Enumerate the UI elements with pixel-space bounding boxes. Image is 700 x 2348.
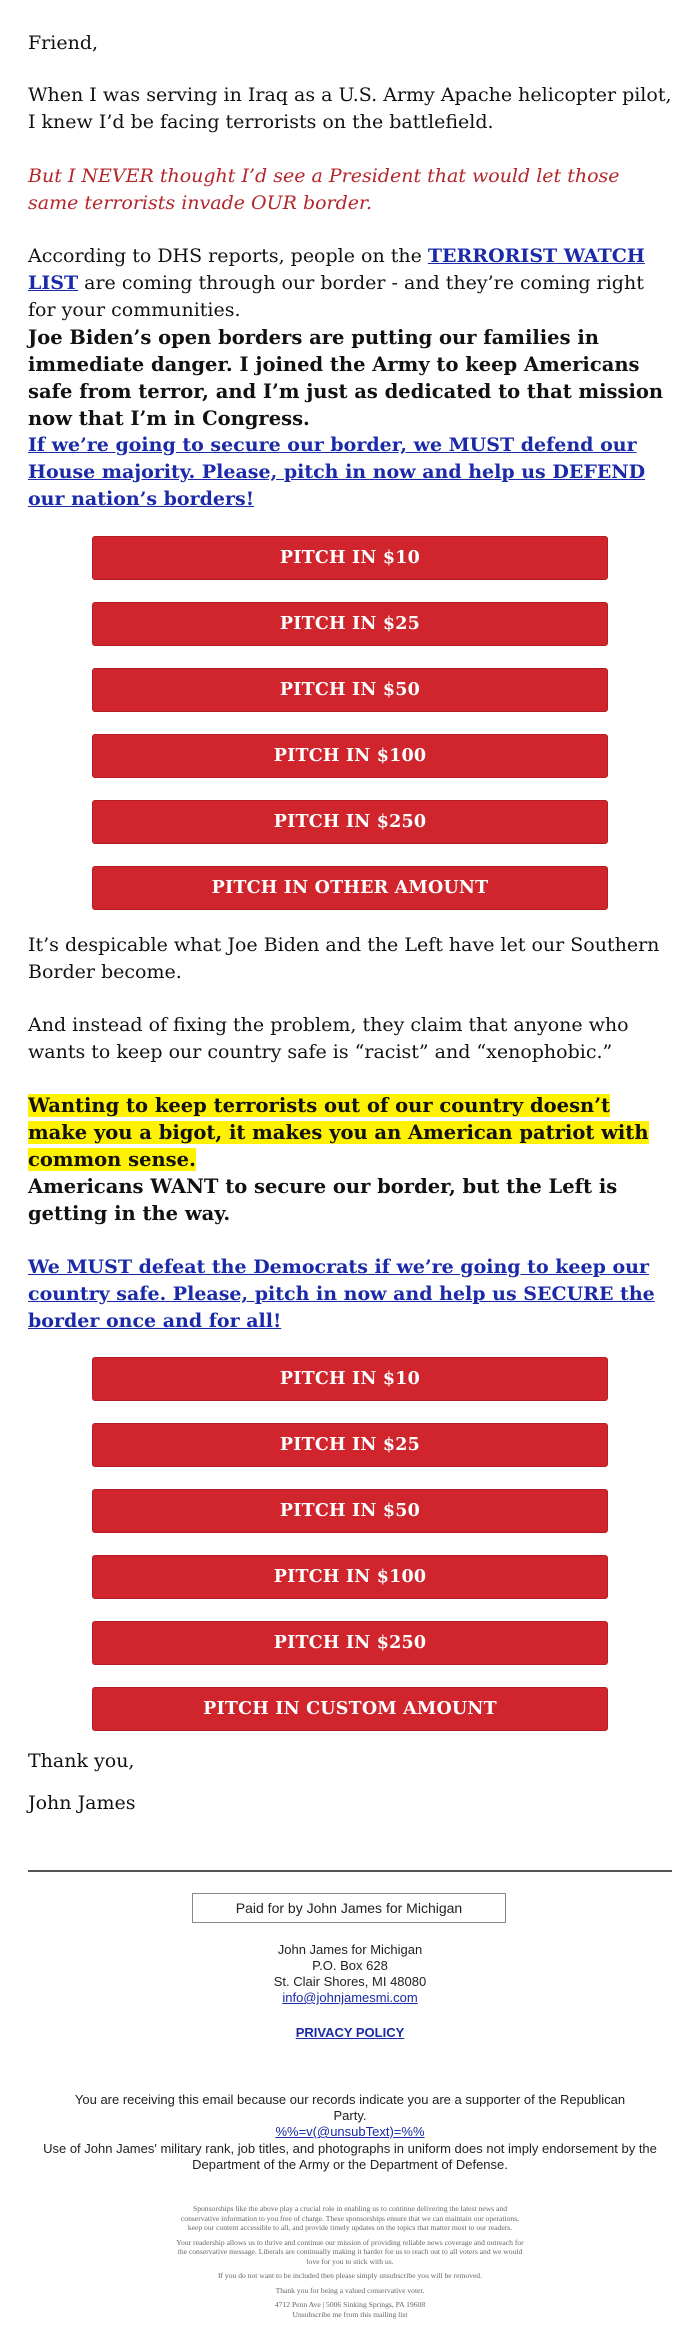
emphasis-paragraph: But I NEVER thought I’d see a President that would let those same terrorists invade OUR border. [28, 165, 620, 214]
dhs-text-after: are coming through our border - and they’re coming right for your communities. [28, 272, 644, 321]
despicable-paragraph: It’s despicable what Joe Biden and the Left have let our Southern Border become. [28, 934, 660, 983]
terrorist-watch-list-link[interactable]: TERRORIST WATCH LIST [28, 245, 645, 294]
donate-button[interactable]: PITCH IN $250 [92, 1621, 608, 1665]
donate-button[interactable]: PITCH IN $100 [92, 734, 608, 778]
dhs-text-before: According to DHS reports, people on the [28, 245, 428, 267]
fine-print-2: Your readership allows us to thrive and continue our mission of providing reliable news coverage and outreach for the conservative message. Liberals are continually making it harder for us to reach out to all voters and we would love for you to stick with us. [176, 2237, 524, 2266]
fine-print-unsubscribe[interactable]: Unsubscribe me from this mailing list [292, 2309, 408, 2319]
greeting: Friend, [28, 32, 99, 54]
highlight-paragraph [28, 1092, 672, 1173]
cta-paragraph-1 [28, 432, 672, 513]
footer-city: St. Clair Shores, MI 48080 [273, 1974, 427, 1989]
americans-want-paragraph: Americans WANT to secure our border, but the Left is getting in the way. [28, 1175, 618, 1225]
highlighted-text: Wanting to keep terrorists out of our country doesn’t make you a bigot, it makes you an American patriot with common sense. [28, 1094, 649, 1171]
donate-button[interactable]: PITCH IN CUSTOM AMOUNT [92, 1687, 608, 1731]
footer-divider [28, 1870, 672, 1872]
donate-button[interactable]: PITCH IN $250 [92, 800, 608, 844]
cta-link-2[interactable]: We MUST defeat the Democrats if we’re going to keep our country safe. Please, pitch in now and help us SECURE the border once and for all! [28, 1256, 655, 1332]
signature: John James [28, 1792, 136, 1814]
privacy-policy-wrap [0, 2025, 700, 2041]
paid-for-box: Paid for by John James for Michigan [192, 1893, 506, 1923]
receiving-notice [60, 2092, 640, 2140]
intro-paragraph: When I was serving in Iraq as a U.S. Army Apache helicopter pilot, I knew I’d be facing terrorists on the battlefield. [28, 84, 672, 133]
donate-button[interactable]: PITCH IN OTHER AMOUNT [92, 866, 608, 910]
unsubscribe-token-link[interactable]: %%=v(@unsubText)=%% [275, 2124, 425, 2139]
donate-button[interactable]: PITCH IN $10 [92, 1357, 608, 1401]
footer-address [0, 1942, 700, 2006]
fine-print-3: If you do not want to be included then please simply unsubscribe you will be removed. [217, 2271, 483, 2280]
footer-fine-print [175, 2204, 525, 2319]
racist-claim-paragraph: And instead of fixing the problem, they claim that anyone who wants to keep our country safe is “racist” and “xenophobic.” [28, 1014, 629, 1063]
donate-button[interactable]: PITCH IN $10 [92, 536, 608, 580]
military-disclaimer: Use of John James' military rank, job titles, and photographs in uniform does not imply endorsement by the Department of the Army or the Department of Defense. [43, 2141, 657, 2172]
fine-print-5: 4712 Penn Ave | 5006 Sinking Springs, PA 19608 [274, 2300, 426, 2309]
donate-button[interactable]: PITCH IN $50 [92, 1489, 608, 1533]
donate-button[interactable]: PITCH IN $50 [92, 668, 608, 712]
donate-button[interactable]: PITCH IN $25 [92, 602, 608, 646]
donate-button[interactable]: PITCH IN $100 [92, 1555, 608, 1599]
danger-paragraph: Joe Biden’s open borders are putting our families in immediate danger. I joined the Army to keep Americans safe from terror, and I’m just as dedicated to that mission now that I’m in Congress. [28, 326, 664, 430]
cta-link-1[interactable]: If we’re going to secure our border, we MUST defend our House majority. Please, pitch in now and help us DEFEND our nation’s borders! [28, 434, 646, 510]
receiving-text: You are receiving this email because our records indicate you are a supporter of the Republican Party. [74, 2092, 626, 2123]
privacy-policy-link[interactable]: PRIVACY POLICY [295, 2025, 405, 2040]
footer-po-box: P.O. Box 628 [312, 1958, 388, 1973]
cta-paragraph-2 [28, 1254, 672, 1335]
fine-print-4: Thank you for being a valued conservative voter. [275, 2285, 425, 2295]
donate-button[interactable]: PITCH IN $25 [92, 1423, 608, 1467]
footer-org: John James for Michigan [277, 1942, 423, 1957]
footer-email-link[interactable]: info@johnjamesmi.com [282, 1990, 418, 2005]
signoff: Thank you, [28, 1750, 135, 1772]
fine-print-1: Sponsorships like the above play a crucial role in enabling us to continue delivering the latest news and conservative information to you free of charge. These sponsorships ensure that we can maintain our operations, keep our content accessible to all, and provide timely updates on the topics that matter most to our readers. [180, 2204, 520, 2232]
dhs-paragraph [28, 243, 672, 324]
